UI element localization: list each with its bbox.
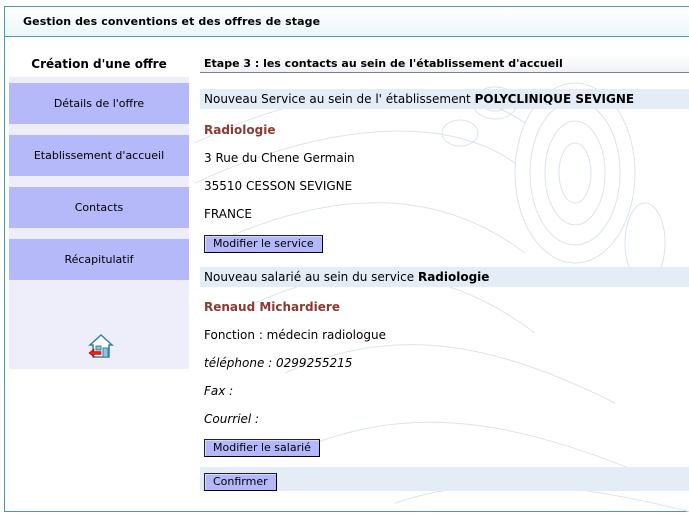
employee-band-prefix: Nouveau salarié au sein du service [204, 270, 415, 284]
employee-email: Courriel : [204, 412, 260, 426]
employee-fax: Fax : [204, 384, 234, 398]
sidebar [9, 51, 189, 369]
employee-name: Renaud Michardiere [204, 300, 340, 314]
modify-service-button[interactable]: Modifier le service [204, 235, 323, 253]
service-band [200, 89, 689, 109]
employee-function: Fonction : médecin radiologue [204, 328, 386, 342]
service-name: Radiologie [204, 123, 276, 137]
sidebar-item-contacts[interactable]: Contacts [9, 187, 189, 228]
page-title: Gestion des conventions et des offres de stage [23, 15, 321, 28]
establishment-name: POLYCLINIQUE SEVIGNE [474, 92, 635, 106]
main-frame [4, 6, 689, 512]
modify-employee-button[interactable]: Modifier le salarié [204, 439, 320, 457]
service-band-prefix: Nouveau Service au sein de l' établissement [204, 92, 471, 106]
sidebar-item-summary[interactable]: Récapitulatif [9, 239, 189, 280]
employee-band-service: Radiologie [417, 270, 490, 284]
service-city: 35510 CESSON SEVIGNE [204, 179, 353, 193]
sidebar-heading: Création d'une offre [9, 51, 189, 77]
sidebar-item-details[interactable]: Détails de l'offre [9, 83, 189, 124]
step-title: Etape 3 : les contacts au sein de l'établissement d'accueil [200, 55, 689, 73]
home-back-icon[interactable] [88, 333, 114, 359]
service-address: 3 Rue du Chene Germain [204, 151, 355, 165]
confirm-button[interactable]: Confirmer [204, 473, 277, 491]
service-country: FRANCE [204, 207, 252, 221]
employee-phone: téléphone : 0299255215 [204, 356, 353, 370]
employee-band [200, 267, 689, 287]
sidebar-item-establishment[interactable]: Etablissement d'accueil [9, 135, 189, 176]
title-bar [5, 7, 689, 37]
